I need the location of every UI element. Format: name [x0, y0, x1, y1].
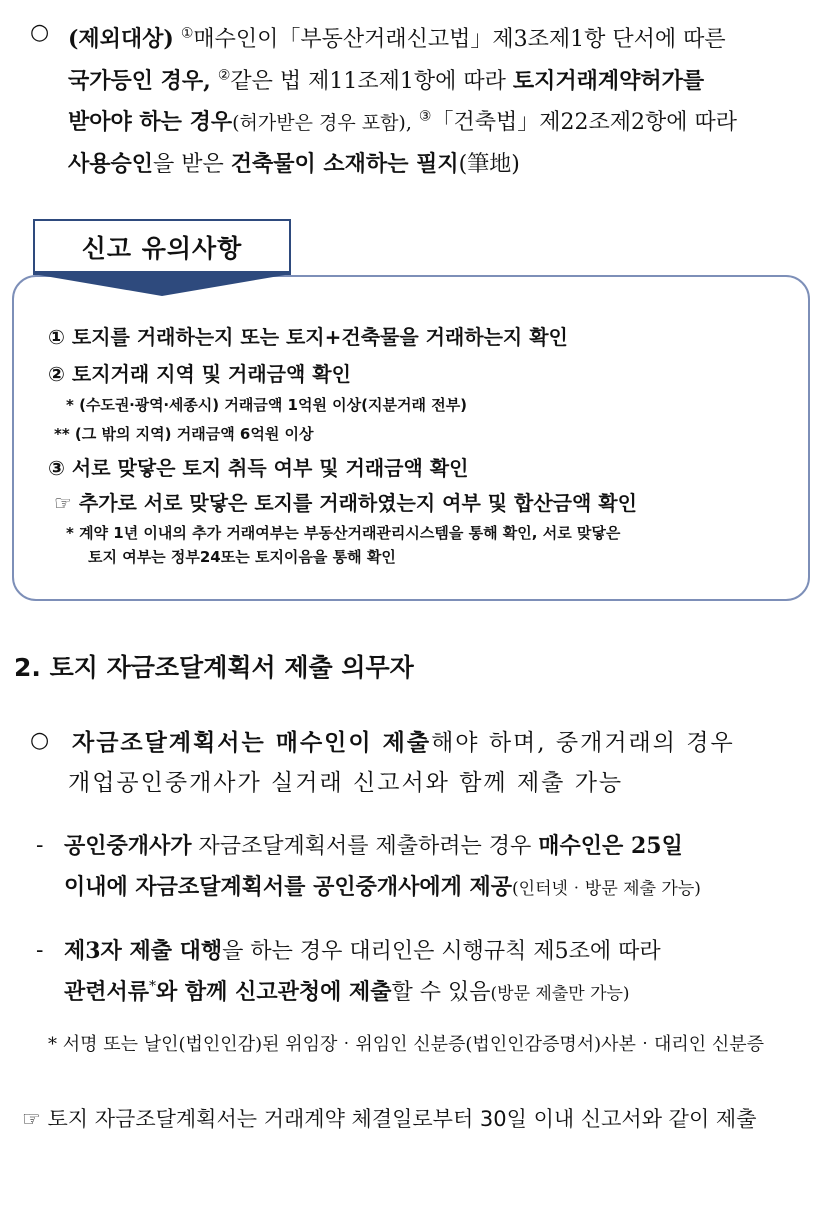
- paragraph-1-line-1: 자금조달계획서는 매수인이 제출해야 하며, 중개거래의 경우: [72, 729, 735, 756]
- notice-item-2-note-1: * (수도권‧광역‧세종시) 거래금액 1억원 이상(지분거래 전부): [66, 396, 468, 414]
- notice-item-3-note-b: 토지 여부는 정부24또는 토지이음을 통해 확인: [88, 548, 396, 566]
- exemption-line-3: 받아야 하는 경우(허가받은 경우 포함), ③「건축법」제22조제2항에 따라: [68, 108, 737, 135]
- notice-item-1: ① 토지를 거래하는지 또는 토지+건축물을 거래하는지 확인: [48, 325, 568, 349]
- notice-item-3: ③ 서로 맞닿은 토지 취득 여부 및 거래금액 확인: [48, 456, 469, 480]
- bullet-circle: ○: [30, 20, 50, 45]
- bullet-circle: ○: [30, 728, 50, 753]
- footnote-mark: *: [149, 978, 157, 995]
- notice-item-3-sub: ☞ 추가로 서로 맞닿은 토지를 거래하였는지 여부 및 합산금액 확인: [54, 491, 637, 515]
- final-note: ☞ 토지 자금조달계획서는 거래계약 체결일로부터 30일 이내 신고서와 같이 제출: [22, 1107, 757, 1131]
- footnote-mark-3: ③: [418, 108, 432, 125]
- notice-title: 신고 유의사항: [33, 219, 291, 273]
- section-title: 2. 토지 자금조달계획서 제출 의무자: [14, 653, 414, 682]
- footnote-mark-1: ①: [180, 25, 194, 42]
- dash-marker: -: [36, 938, 44, 963]
- footnote: * 서명 또는 날인(법인인감)된 위임장‧위임인 신분증(법인인감증명서)사본‧대리인 신분증: [48, 1034, 764, 1055]
- footnote-mark-2: ②: [217, 67, 231, 84]
- dash-marker: -: [36, 833, 44, 858]
- notice-item-3-note-a: * 계약 1년 이내의 추가 거래여부는 부동산거래관리시스템을 통해 확인, 서로 맞닿은: [66, 524, 621, 542]
- exemption-line-1: (제외대상) ①매수인이「부동산거래신고법」제3조제1항 단서에 따른: [68, 25, 726, 52]
- exemption-line-4: 사용승인을 받은 건축물이 소재하는 필지(筆地): [68, 151, 520, 177]
- notice-item-2-note-2: ** (그 밖의 지역) 거래금액 6억원 이상: [54, 425, 314, 443]
- paragraph-2-line-2: 이내에 자금조달계획서를 공인중개사에게 제공(인터넷‧방문 제출 가능): [64, 874, 701, 900]
- notice-arrow-icon: [33, 274, 291, 296]
- paragraph-3-line-1: 제3자 제출 대행을 하는 경우 대리인은 시행규칙 제5조에 따라: [64, 938, 661, 964]
- paragraph-1-line-2: 개업공인중개사가 실거래 신고서와 함께 제출 가능: [68, 770, 624, 796]
- paragraph-2-line-1: 공인중개사가 자금조달계획서를 제출하려는 경우 매수인은 25일: [64, 833, 683, 859]
- exemption-line-2: 국가등인 경우, ②같은 법 제11조제1항에 따라 토지거래계약허가를: [68, 67, 705, 94]
- paragraph-3-line-2: 관련서류*와 함께 신고관청에 제출할 수 있음(방문 제출만 가능): [64, 978, 630, 1005]
- exemption-label: (제외대상): [68, 26, 174, 52]
- notice-item-2: ② 토지거래 지역 및 거래금액 확인: [48, 362, 351, 386]
